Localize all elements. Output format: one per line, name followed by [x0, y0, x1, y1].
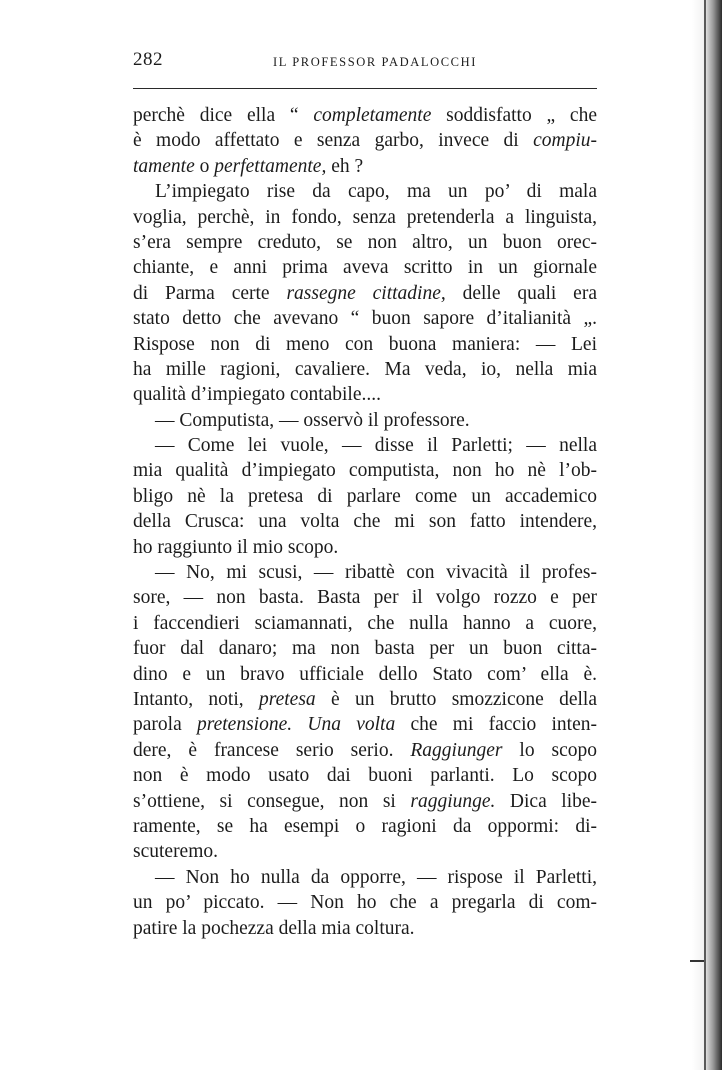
text-segment: voglia, perchè, in fondo, senza pretenderla a linguista, — [133, 206, 597, 228]
text-line — [133, 458, 597, 483]
text-segment: stato detto che avevano “ buon sapore d’italianità „. — [133, 308, 597, 330]
text-segment: scuteremo. — [133, 841, 219, 863]
text-line — [133, 230, 597, 255]
text-segment: di Parma certe — [133, 282, 287, 304]
text-line — [133, 509, 597, 534]
italic-text: completamente — [313, 105, 432, 126]
text-line — [133, 103, 597, 128]
italic-text: compiu- — [533, 130, 597, 152]
text-segment: — Non ho nulla da opporre, — rispose il Parletti, — [155, 866, 597, 888]
page-number: 282 — [133, 49, 163, 70]
text-line — [133, 535, 597, 560]
text-segment: ho raggiunto il mio scopo. — [133, 536, 339, 558]
text-line — [133, 738, 597, 763]
italic-text: pretesa — [258, 688, 316, 710]
text-segment: perchè dice ella “ — [133, 105, 314, 126]
running-title: IL PROFESSOR PADALOCCHI — [273, 55, 477, 69]
text-segment: che mi faccio inten- — [395, 714, 597, 736]
text-segment: Dica libe- — [495, 790, 598, 812]
text-segment: parola — [133, 714, 197, 736]
text-segment: ha mille ragioni, cavaliere. Ma veda, io, nella mia — [133, 358, 597, 380]
binding-line — [704, 0, 706, 1070]
text-segment: Rispose non di meno con buona maniera: — Lei — [133, 333, 597, 355]
text-line — [133, 205, 597, 230]
text-segment: soddisfatto „ che — [431, 105, 597, 126]
text-segment: s’ottiene, si consegue, non si — [133, 790, 411, 812]
text-segment: chiante, e anni prima aveva scritto in un giornale — [133, 257, 597, 279]
body-text — [133, 103, 597, 941]
text-segment: i faccendieri sciamannati, che nulla hanno a cuore, — [133, 612, 597, 634]
text-line — [133, 890, 597, 915]
text-segment — [292, 714, 307, 735]
text-line — [133, 839, 597, 864]
text-segment: della Crusca: una volta che mi son fatto intendere, — [133, 511, 597, 533]
text-line — [133, 916, 597, 941]
italic-text: raggiunge. — [410, 790, 496, 812]
text-segment: L’impiegato rise da capo, ma un po’ di mala — [155, 181, 597, 203]
text-line — [133, 611, 597, 636]
text-segment: — No, mi scusi, — ribattè con vivacità il profes- — [155, 562, 597, 584]
text-line — [133, 789, 597, 814]
italic-text: pretensione. — [196, 714, 293, 736]
text-line — [133, 636, 597, 661]
text-line — [133, 306, 597, 331]
text-segment: qualità d’impiegato contabile.... — [133, 384, 382, 406]
text-line — [133, 255, 597, 280]
text-segment: mia qualità d’impiegato computista, non ho nè l’ob- — [133, 460, 597, 482]
italic-text: rassegne cittadine, — [286, 282, 446, 304]
text-segment: — Computista, — osservò il professore. — [155, 409, 470, 431]
text-segment: patire la pochezza della mia coltura. — [133, 917, 415, 939]
text-line — [133, 281, 597, 306]
italic-text: perfettamente, — [214, 155, 327, 177]
text-line — [133, 357, 597, 382]
edge-mark — [690, 960, 704, 962]
text-segment: è modo affettato e senza garbo, invece di — [133, 130, 534, 152]
text-segment: non è modo usato dai buoni parlanti. Lo scopo — [133, 765, 597, 787]
text-line — [133, 332, 597, 357]
text-segment: fuor dal danaro; ma non basta per un buon citta- — [133, 638, 597, 660]
text-line — [133, 408, 597, 433]
text-line — [133, 865, 597, 890]
page-header — [133, 45, 597, 75]
text-segment: dere, è francese serio serio. — [133, 739, 411, 761]
text-line — [133, 712, 597, 737]
text-segment: eh ? — [326, 155, 364, 177]
text-segment: o — [194, 155, 215, 177]
text-segment: ramente, se ha esempi o ragioni da oppormi: di- — [133, 815, 597, 837]
text-line — [133, 179, 597, 204]
text-line — [133, 382, 597, 407]
text-segment: lo scopo — [502, 739, 597, 761]
header-rule — [133, 88, 597, 89]
text-segment: un po’ piccato. — Non ho che a pregarla di com- — [133, 892, 597, 914]
text-segment: — Come lei vuole, — disse il Parletti; — nella — [155, 435, 597, 457]
text-line — [133, 763, 597, 788]
text-line — [133, 560, 597, 585]
text-line — [133, 662, 597, 687]
text-segment: dino e un bravo ufficiale dello Stato com’ ella è. — [133, 663, 597, 685]
italic-text: tamente — [133, 155, 195, 177]
binding-edge — [692, 0, 722, 1070]
text-line — [133, 687, 597, 712]
text-segment: delle quali era — [445, 282, 597, 304]
text-segment: s’era sempre creduto, se non altro, un buon orec- — [133, 231, 597, 253]
text-segment: bligo nè la pretesa di parlare come un accademico — [133, 485, 597, 507]
text-line — [133, 128, 597, 153]
text-line — [133, 484, 597, 509]
text-segment: Intanto, noti, — [133, 688, 259, 710]
text-segment: sore, — non basta. Basta per il volgo rozzo e per — [133, 587, 597, 609]
italic-text: Raggiunger — [410, 739, 503, 761]
text-line — [133, 433, 597, 458]
text-segment: è un brutto smozzicone della — [315, 688, 597, 710]
italic-text: Una volta — [307, 714, 396, 736]
text-line — [133, 585, 597, 610]
text-line — [133, 814, 597, 839]
text-line — [133, 154, 597, 179]
